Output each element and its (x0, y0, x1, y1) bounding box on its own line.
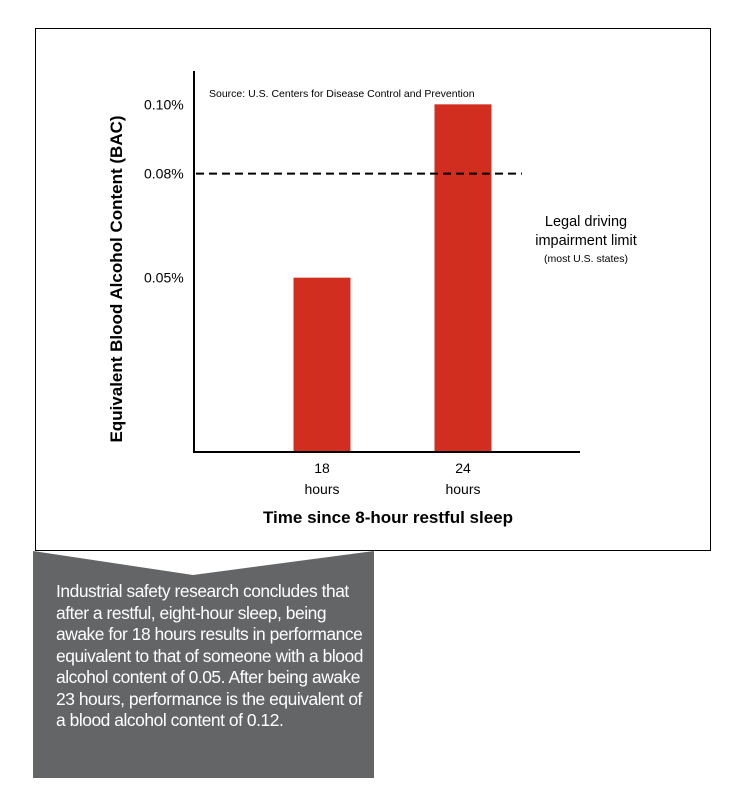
x-tick-label: hours (304, 481, 340, 497)
y-tick-label: 0.05% (144, 269, 184, 286)
bar-24-hours (435, 104, 492, 451)
source-note: Source: U.S. Centers for Disease Control and Prevention (209, 88, 475, 100)
info-callout (33, 551, 374, 778)
x-axis-title: Time since 8-hour restful sleep (262, 508, 514, 527)
bac-bar-chart (36, 29, 712, 552)
legal-limit-sub-label: (most U.S. states) (543, 253, 629, 265)
y-tick-label: 0.10% (144, 96, 184, 113)
y-axis-title: Equivalent Blood Alcohol Content (BAC) (107, 115, 126, 443)
x-tick-label: hours (445, 481, 481, 497)
x-tick-label: 24 (455, 460, 471, 476)
chart-frame (35, 28, 711, 551)
y-tick-label: 0.08% (144, 165, 184, 182)
legal-limit-label-line-1: Legal driving (544, 214, 628, 230)
callout-text: Industrial safety research concludes that after a restful, eight-hour sleep, being awake for 18 hours results in performance equivalent to that of someone with a blood alcohol content of 0.05. After being awake 23 hours, performance is the equivalent of a blood alcohol content of 0.12. (56, 581, 363, 730)
legal-limit-label-line-2: impairment limit (535, 233, 637, 249)
x-tick-label: 18 (314, 460, 330, 476)
bar-18-hours (294, 278, 351, 451)
